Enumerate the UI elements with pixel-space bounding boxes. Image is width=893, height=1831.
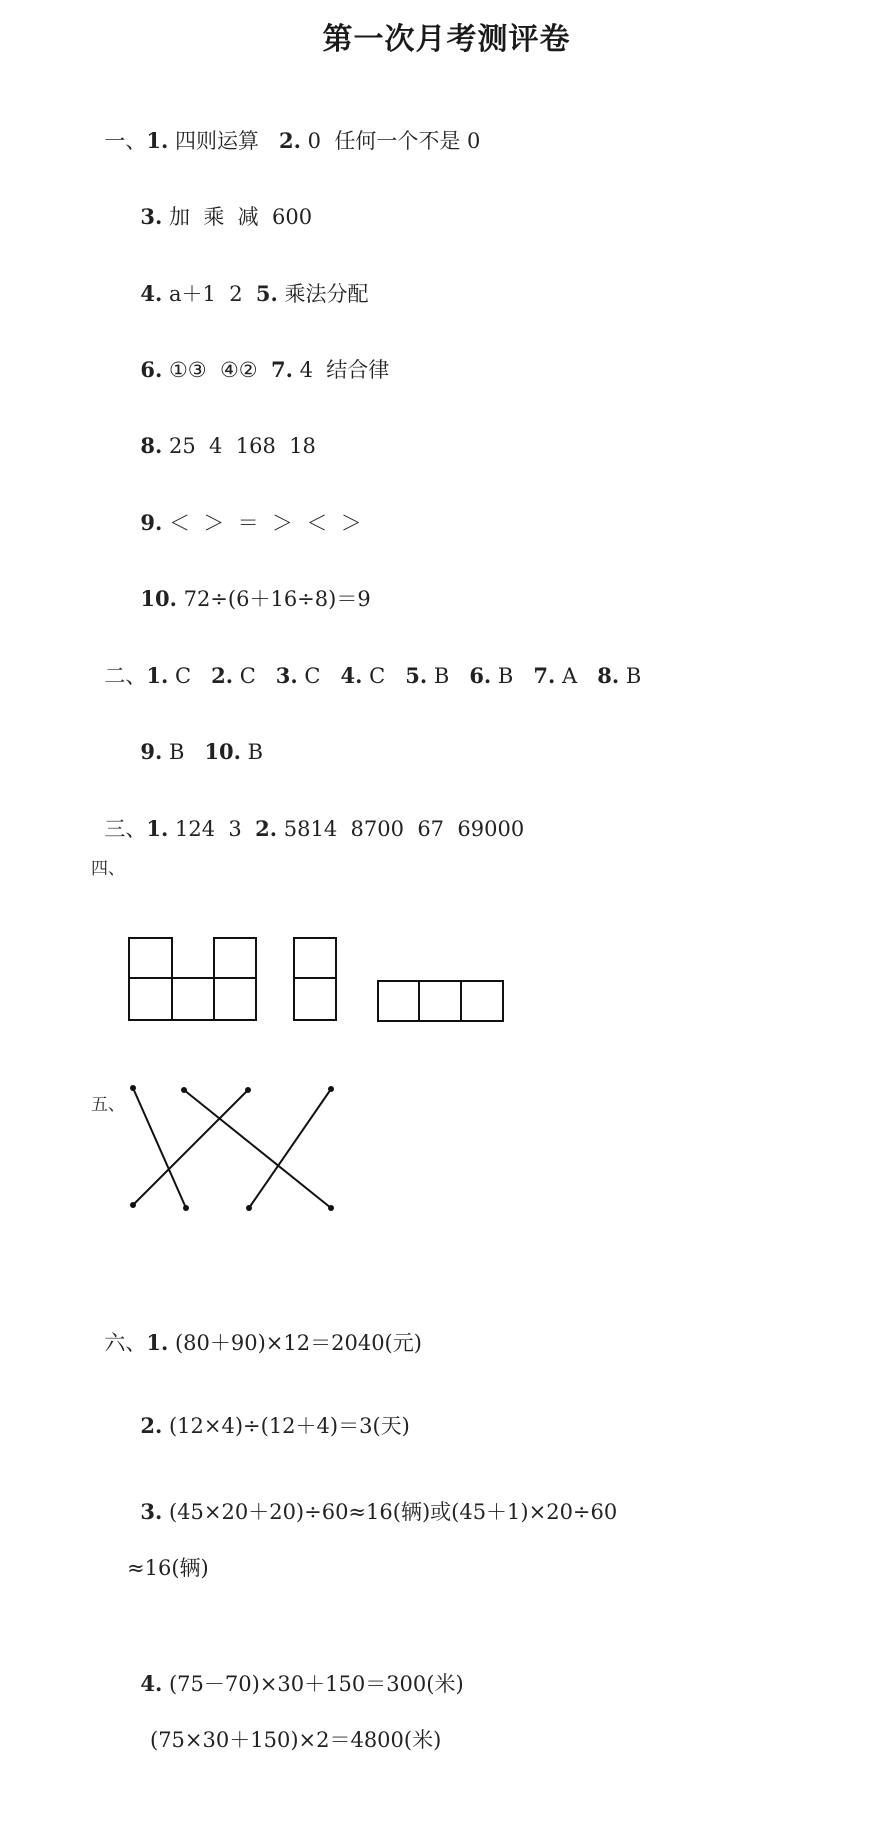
answer: (80＋90)×12＝2040(元) <box>168 1331 422 1355</box>
answer: 72÷(6＋16÷8)＝9 <box>176 587 371 611</box>
square <box>419 981 461 1021</box>
q-num: 4. <box>140 281 163 306</box>
answer: 4 结合律 <box>292 358 390 382</box>
square <box>378 981 419 1021</box>
match-dot <box>183 1205 189 1211</box>
square <box>129 978 172 1020</box>
q-num: 3. <box>140 1499 163 1524</box>
answer: 5814 8700 67 69000 <box>277 817 525 841</box>
q-num: 4. <box>340 663 363 688</box>
answer: (12×4)÷(12＋4)＝3(天) <box>162 1414 410 1438</box>
q-num: 8. <box>140 433 163 458</box>
q-num: 9. <box>140 510 163 535</box>
q-num: 3. <box>275 663 298 688</box>
q-num: 5. <box>255 281 278 306</box>
square <box>172 978 214 1020</box>
match-line <box>249 1089 331 1208</box>
section-label: 二、 <box>104 664 147 688</box>
matching-lines <box>130 1085 334 1211</box>
q-num: 9. <box>140 739 163 764</box>
square <box>294 938 336 978</box>
answer: B <box>240 740 264 764</box>
s6-line-3-cont: ≈16(辆) <box>127 1556 209 1580</box>
answer: B <box>619 664 642 688</box>
answer: a＋1 2 <box>162 282 256 306</box>
match-line <box>133 1088 186 1208</box>
answer: 124 3 <box>168 817 256 841</box>
match-dot <box>328 1086 334 1092</box>
answer: B <box>491 664 534 688</box>
square <box>214 978 256 1020</box>
match-dot <box>181 1087 187 1093</box>
view-figure-1 <box>129 938 256 1020</box>
section-label: 四、 <box>91 859 125 879</box>
answer: C <box>362 664 406 688</box>
match-dot <box>130 1202 136 1208</box>
s6-line-1 <box>91 1298 422 1358</box>
q-num: 7. <box>533 663 556 688</box>
answer: 0 任何一个不是 0 <box>300 129 481 153</box>
match-dot <box>130 1085 136 1091</box>
section-label: 五、 <box>91 1095 125 1115</box>
answer: 加 乘 减 600 <box>162 205 313 229</box>
section-label: 一、 <box>104 129 147 153</box>
q-num: 7. <box>270 357 293 382</box>
answer: B <box>162 740 205 764</box>
answer: (75－70)×30＋150＝300(米) <box>162 1672 464 1696</box>
q-num: 2. <box>140 1413 163 1438</box>
s6-line-4-cont: (75×30＋150)×2＝4800(米) <box>150 1728 442 1752</box>
answer: 乘法分配 <box>277 282 369 306</box>
q-num: 6. <box>469 663 492 688</box>
section-label: 三、 <box>104 817 147 841</box>
q-num: 10. <box>204 739 241 764</box>
q-num: 2. <box>255 816 278 841</box>
s6-line-2 <box>127 1381 410 1441</box>
q-num: 4. <box>140 1671 163 1696</box>
q-num: 2. <box>211 663 234 688</box>
answer: (45×20＋20)÷60≈16(辆)或(45＋1)×20÷60 <box>162 1500 618 1524</box>
match-dot <box>245 1087 251 1093</box>
answer: C <box>168 664 212 688</box>
q-num: 5. <box>405 663 428 688</box>
s6-line-4 <box>127 1639 464 1699</box>
view-figure-3 <box>378 981 503 1021</box>
square <box>294 978 336 1020</box>
answer: ①③ ④② <box>162 358 271 382</box>
q-num: 1. <box>146 816 169 841</box>
answer: C <box>297 664 341 688</box>
answer: A <box>555 664 598 688</box>
q-num: 10. <box>140 586 177 611</box>
q-num: 1. <box>146 128 169 153</box>
square <box>129 938 172 978</box>
section-label: 六、 <box>104 1331 147 1355</box>
view-figure-2 <box>294 938 336 1020</box>
square <box>214 938 256 978</box>
q-num: 8. <box>597 663 620 688</box>
s6-line-3 <box>127 1467 617 1527</box>
answer: ＜ ＞ ＝ ＞ ＜ ＞ <box>162 511 362 535</box>
q-num: 6. <box>140 357 163 382</box>
match-line <box>184 1090 331 1208</box>
q-num: 2. <box>279 128 301 153</box>
answer: 四则运算 <box>168 129 279 153</box>
q-num: 1. <box>146 1330 169 1355</box>
answer: B <box>427 664 470 688</box>
q-num: 3. <box>140 204 163 229</box>
square <box>461 981 503 1021</box>
page-title: 第一次月考测评卷 <box>322 22 571 57</box>
match-dot <box>328 1205 334 1211</box>
match-line <box>133 1090 248 1205</box>
answer: 25 4 168 18 <box>162 434 316 458</box>
answer: C <box>233 664 276 688</box>
q-num: 1. <box>146 663 169 688</box>
match-dot <box>246 1205 252 1211</box>
